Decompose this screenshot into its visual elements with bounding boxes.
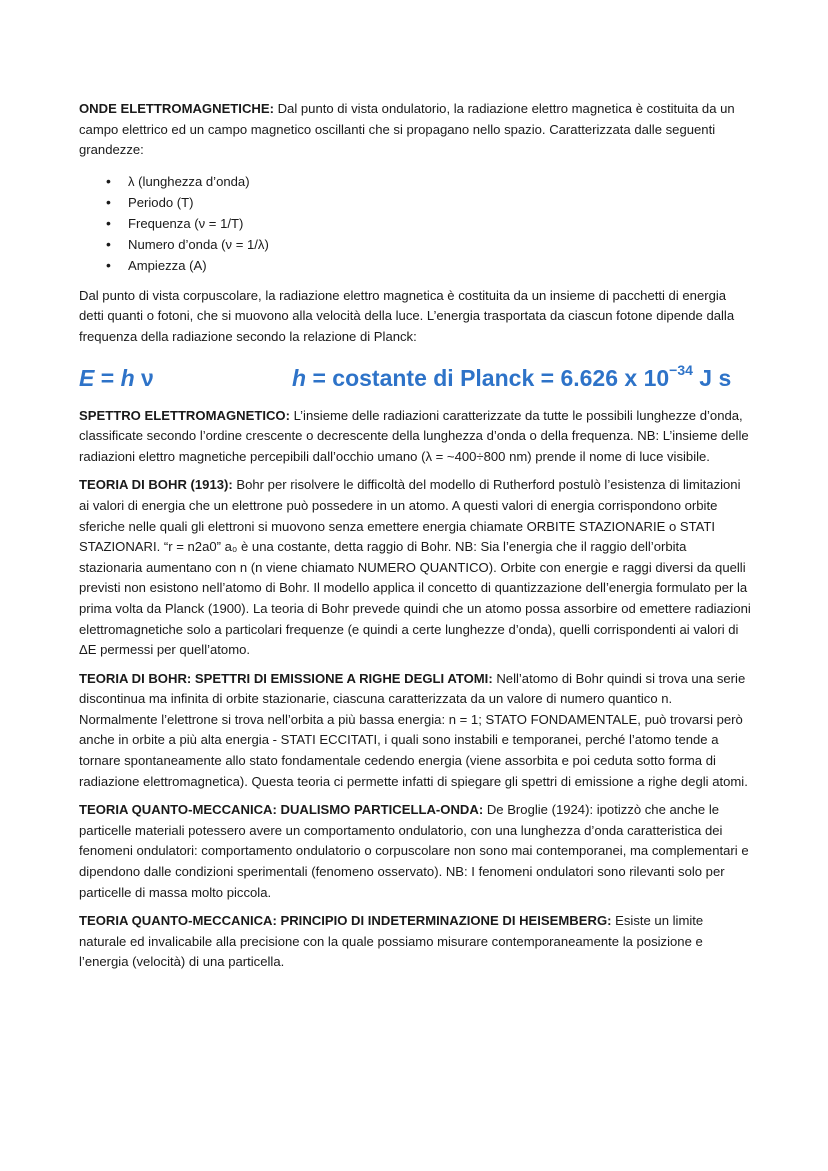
formula-energy: E = h ν (79, 364, 154, 391)
heading-onde: ONDE ELETTROMAGNETICHE: (79, 101, 274, 116)
text-dualismo: De Broglie (1924): ipotizzò che anche le particelle materiali potessero avere un comportamento ondulatorio, con una lunghezza d’onda caratteristica dei fenomeni ondulatori: comportamento ondulatorio o corpuscolare non sono mai contemporanei, ma complementari e dipendono dalle condizioni sperimentali (fenomeno osservato). NB: I fenomeni ondulatori sono rilevanti solo per particelle di massa molto piccola. (79, 802, 749, 900)
paragraph-onde (79, 99, 751, 161)
list-item: • λ (lunghezza d’onda) (128, 171, 751, 192)
list-item: • Ampiezza (A) (128, 255, 751, 276)
heading-dualismo: TEORIA QUANTO-MECCANICA: DUALISMO PARTICELLA-ONDA: (79, 802, 484, 818)
text-heisenberg: Esiste un limite naturale ed invalicabile alla precisione con la quale possiamo misurare contemporaneamente la posizione e l’energia (velocità) di una particella. (79, 913, 704, 970)
text-bohr: Bohr per risolvere le difficoltà del modello di Rutherford postulò l’esistenza di limitazioni ai valori di energia che un elettrone può possedere in un atomo. A questi valori di energia corrispondono orbite sferiche nelle quali gli elettroni si muovono senza emettere energia chiamate ORBITE STAZIONARIE o STATI STAZIONARI. “r = n2a0” a₀ è una costante, detta raggio di Bohr. NB: Sia l’energia che il raggio dell’orbita stazionaria aumentano con n (n viene chiamato NUMERO QUANTICO). Orbite con energie e raggi diversi da quelli previsti non esistono nell’atomo di Bohr. Il modello applica il concetto di quantizzazione dell’energia formulato per la prima volta da Planck (1900). La teoria di Bohr prevede quindi che un atomo possa assorbire od emettere radiazioni elettromagnetiche solo a particolari frequenze (e quindi a certe lunghezze d’onda), quelli corrispondenti ai valori di ΔE permessi per quell’atomo. (79, 477, 751, 658)
list-item: • Numero d’onda (ν = 1/λ) (128, 234, 751, 255)
planck-formula (79, 356, 751, 400)
paragraph-corpuscolare: Dal punto di vista corpuscolare, la radiazione elettro magnetica è costituita da un insieme di pacchetti di energia detti quanti o fotoni, che si muovono alla velocità della luce. L’energia trasportata da ciascun fotone dipende dalla frequenza della radiazione secondo la relazione di Planck: (79, 287, 735, 344)
formula-planck-constant: h = costante di Planck = 6.626 x $10^{-34}$ J s (292, 361, 732, 391)
heading-spettro: SPETTRO ELETTROMAGNETICO: (79, 407, 290, 423)
paragraph-spettro (79, 406, 751, 468)
paragraph-bohr (79, 475, 751, 660)
heading-bohr: TEORIA DI BOHR (1913): (79, 477, 233, 493)
paragraph-bohr-spettri (79, 669, 751, 793)
paragraph-dualismo (79, 800, 751, 903)
heading-bohr-spettri: TEORIA DI BOHR: SPETTRI DI EMISSIONE A RIGHE DEGLI ATOMI: (79, 670, 493, 686)
list-item: • Frequenza (ν = 1/T) (128, 213, 751, 234)
text-bohr-spettri: Nell’atomo di Bohr quindi si trova una serie discontinua ma infinita di orbite stazionarie, ciascuna caratterizzata da un valore di numero quantico n. Normalmente l’elettrone si trova nell’orbita a più bassa energia: n = 1; STATO FONDAMENTALE, può trovarsi però anche in orbite a più alta energia - STATI ECCITATI, i quali sono instabili e temporanei, perché l’atomo tende a tornare spontaneamente allo stato fondamentale cedendo energia (viene assorbita e poi ceduta sotto forma di radiazione elettromagnetica). Questa teoria ci permette infatti di spiegare gli spettri di emissione a righe degli atomi. (79, 670, 748, 789)
list-item: • Periodo (T) (128, 192, 751, 213)
document-page (79, 99, 751, 981)
heading-heisenberg: TEORIA QUANTO-MECCANICA: PRINCIPIO DI INDETERMINAZIONE DI HEISEMBERG: (79, 913, 612, 929)
text-onde: Dal punto di vista ondulatorio, la radiazione elettro magnetica è costituita da un campo elettrico ed un campo magnetico oscillanti che si propagano nello spazio. Caratterizzata dalle seguenti grandezze: (79, 101, 735, 158)
paragraph-heisenberg (79, 911, 751, 973)
quantities-list (79, 171, 751, 276)
exponent: −34 (669, 361, 693, 378)
text-spettro: L’insieme delle radiazioni caratterizzate da tutte le possibili lunghezze d’onda, classificate secondo l’ordine crescente o decrescente della lunghezza d’onda o della frequenza. NB: L’insieme delle radiazioni elettro magnetiche percepibili dall’occhio umano (λ = ~400÷800 nm) prende il nome di luce visibile. (79, 407, 749, 464)
